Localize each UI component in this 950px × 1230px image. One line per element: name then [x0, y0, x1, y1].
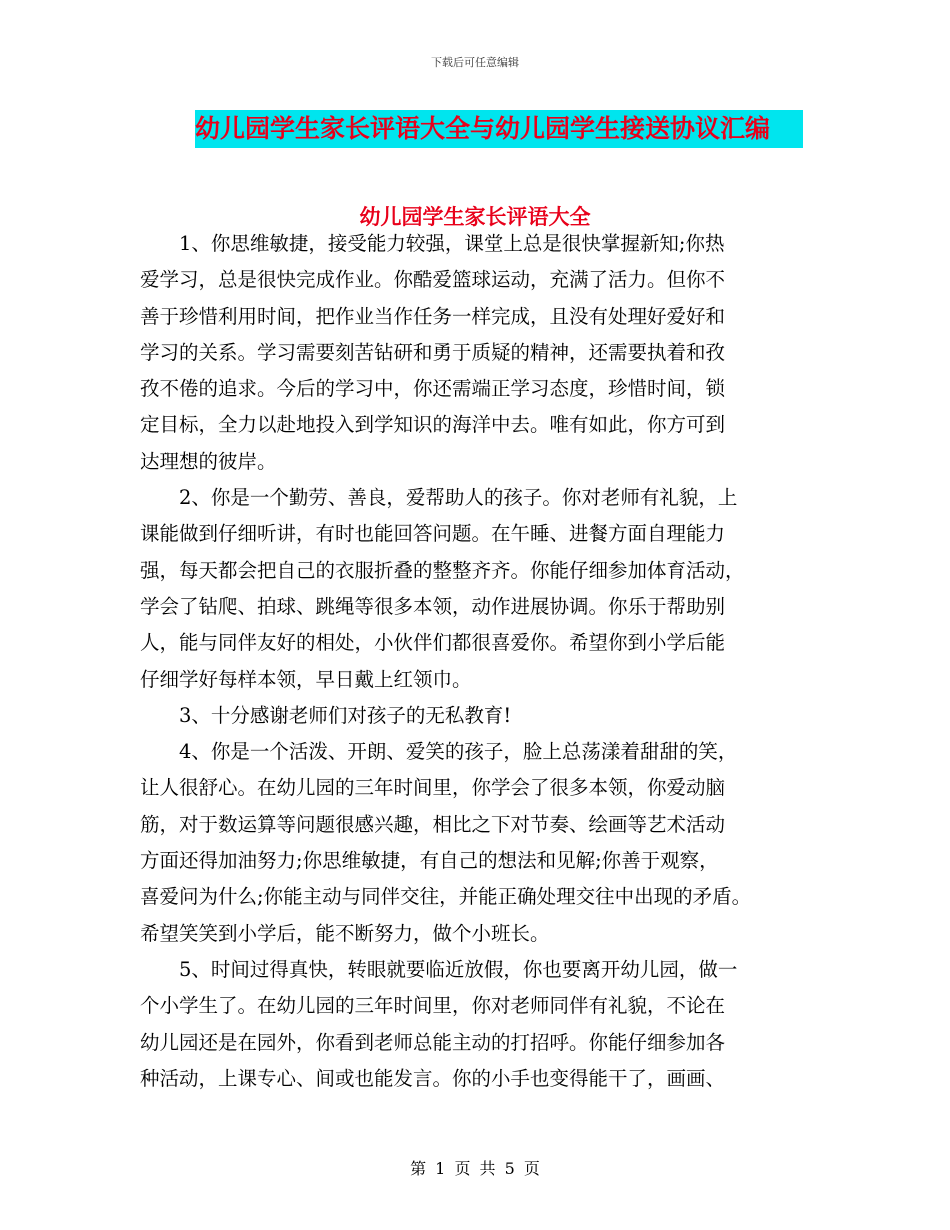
paragraph-line: 个小学生了。在幼儿园的三年时间里，你对老师同伴有礼貌，不论在 — [140, 994, 726, 1018]
body-text — [140, 226, 820, 1097]
paragraph-line: 学会了钻爬、拍球、跳绳等很多本领，动作进展协调。你乐于帮助别 — [140, 594, 726, 618]
paragraph-line: 希望笑笑到小学后，能不断努力，做个小班长。 — [140, 921, 550, 945]
paragraph-line: 强，每天都会把自己的衣服折叠的整整齐齐。你能仔细参加体育活动， — [140, 558, 745, 582]
paragraph-3 — [140, 698, 820, 734]
paragraph-line: 筋，对于数运算等问题很感兴趣，相比之下对节奏、绘画等艺术活动 — [140, 812, 726, 836]
paragraph-line: 喜爱问为什么;你能主动与同伴交往，并能正确处理交往中出现的矛盾。 — [140, 885, 752, 909]
paragraph-line: 人，能与同伴友好的相处，小伙伴们都很喜爱你。希望你到小学后能 — [140, 631, 726, 655]
paragraph-line: 4、你是一个活泼、开朗、爱笑的孩子，脸上总荡漾着甜甜的笑， — [179, 740, 738, 764]
paragraph-2 — [140, 480, 820, 698]
paragraph-line: 让人很舒心。在幼儿园的三年时间里，你学会了很多本领，你爱动脑 — [140, 776, 726, 800]
paragraph-line: 善于珍惜利用时间，把作业当作任务一样完成，且没有处理好爱好和 — [140, 304, 726, 328]
paragraph-line: 2、你是一个勤劳、善良，爱帮助人的孩子。你对老师有礼貌，上 — [179, 486, 738, 510]
paragraph-line: 爱学习，总是很快完成作业。你酷爱篮球运动，充满了活力。但你不 — [140, 268, 726, 292]
page-number-footer: 第 1 页 共 5 页 — [410, 1159, 540, 1178]
paragraph-line: 课能做到仔细听讲，有时也能回答问题。在午睡、进餐方面自理能力 — [140, 522, 726, 546]
doc-title-container — [195, 110, 803, 148]
doc-title: 幼儿园学生家长评语大全与幼儿园学生接送协议汇编 — [195, 110, 803, 148]
paragraph-line: 5、时间过得真快，转眼就要临近放假，你也要离开幼儿园，做一 — [179, 957, 738, 981]
paragraph-4 — [140, 734, 820, 952]
paragraph-line: 方面还得加油努力;你思维敏捷，有自己的想法和见解;你善于观察， — [140, 849, 719, 873]
paragraph-line: 幼儿园还是在园外，你看到老师总能主动的打招呼。你能仔细参加各 — [140, 1030, 726, 1054]
paragraph-line: 达理想的彼岸。 — [140, 449, 277, 473]
paragraph-line: 定目标，全力以赴地投入到学知识的海洋中去。唯有如此，你方可到 — [140, 413, 726, 437]
paragraph-line: 学习的关系。学习需要刻苦钻研和勇于质疑的精神，还需要执着和孜 — [140, 340, 726, 364]
section-title: 幼儿园学生家长评语大全 — [359, 205, 591, 229]
paragraph-5 — [140, 952, 820, 1097]
paragraph-1 — [140, 226, 820, 480]
paragraph-line: 仔细学好每样本领，早日戴上红领巾。 — [140, 667, 472, 691]
paragraph-line: 孜不倦的追求。今后的学习中，你还需端正学习态度，珍惜时间，锁 — [140, 377, 726, 401]
paragraph-line: 3、十分感谢老师们对孩子的无私教育! — [179, 703, 512, 727]
paragraph-line: 1、你思维敏捷，接受能力较强，课堂上总是很快掌握新知;你热 — [179, 232, 725, 255]
paragraph-line: 种活动，上课专心、间或也能发言。你的小手也变得能干了，画画、 — [140, 1066, 726, 1090]
header-note: 下载后可任意编辑 — [431, 56, 519, 69]
